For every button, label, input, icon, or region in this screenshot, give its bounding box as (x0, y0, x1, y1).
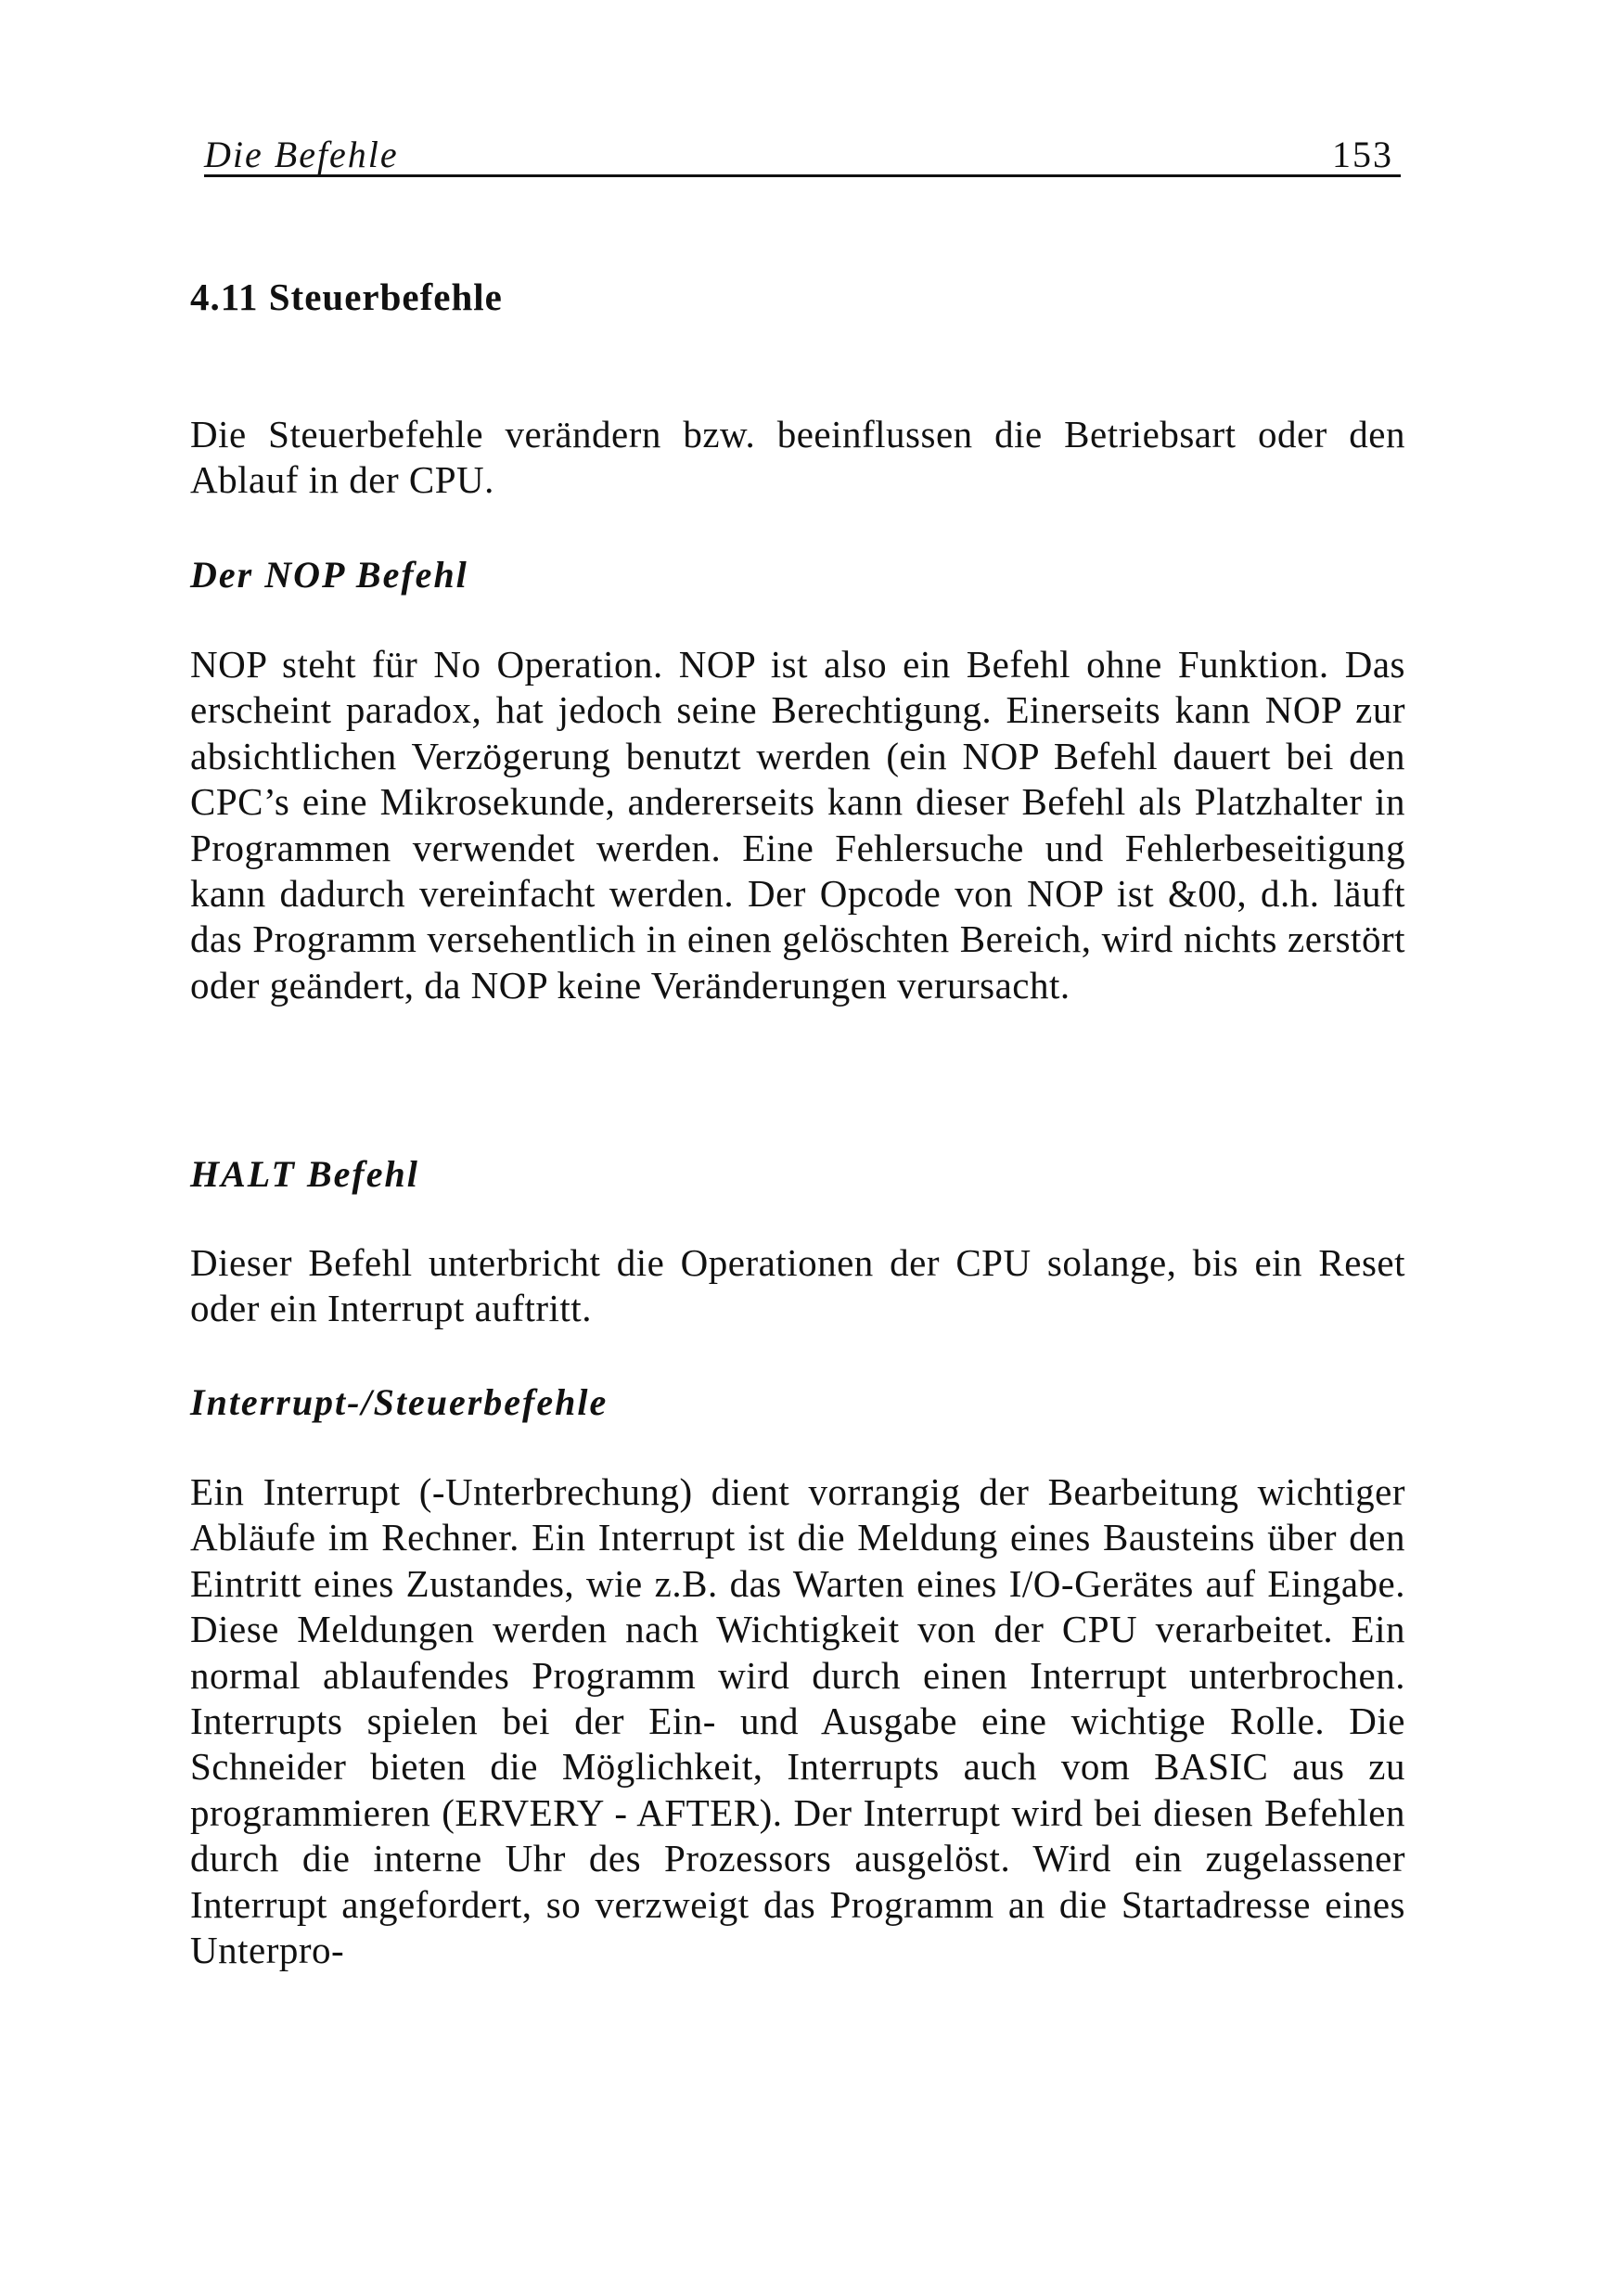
halt-paragraph: Dieser Befehl unterbricht die Operationen der CPU solange, bis ein Reset oder ein Interrupt auftritt. (190, 1241, 1405, 1330)
interrupt-paragraph: Ein Interrupt (-Unterbrechung) dient vorrangig der Bearbeitung wichtiger Abläufe im Rechner. Ein Interrupt ist die Meldung eines Bausteins über den Eintritt eines Zustandes, wie z.B. das Warten eines I/O-Gerätes auf Eingabe. Diese Meldungen werden nach Wichtigkeit von der CPU verarbeitet. Ein normal ablaufendes Programm wird durch einen Interrupt unterbrochen. Interrupts spielen bei der Ein- und Ausgabe eine wichtige Rolle. Die Schneider bieten die Möglichkeit, Interrupts auch vom BASIC aus zu programmieren (ERVERY - AFTER). Der Interrupt wird bei diesen Befehlen durch die interne Uhr des Prozessors ausgelöst. Wird ein zugelassener Interrupt angefordert, so verzweigt das Programm an die Startadresse eines Unterpro- (190, 1470, 1405, 1972)
nop-paragraph: NOP steht für No Operation. NOP ist also ein Befehl ohne Funktion. Das erscheint paradox, hat jedoch seine Berechtigung. Einerseits kann NOP zur absichtlichen Verzögerung benutzt werden (ein NOP Befehl dauert bei den CPC’s eine Mikrosekunde, andererseits kann dieser Befehl als Platzhalter in Programmen verwendet werden. Eine Fehlersuche und Fehlerbeseitigung kann dadurch vereinfacht werden. Der Opcode von NOP ist &00, d.h. läuft das Programm versehentlich in einen gelöschten Bereich, wird nichts zerstört oder geändert, da NOP keine Veränderungen verursacht. (190, 643, 1405, 1007)
interrupt-subheading: Interrupt-/Steuerbefehle (190, 1381, 609, 1423)
halt-subheading: HALT Befehl (190, 1153, 419, 1195)
intro-paragraph: Die Steuerbefehle verändern bzw. beeinflussen die Betriebsart oder den Ablauf in der CPU. (190, 413, 1405, 502)
running-title: Die Befehle (204, 134, 399, 175)
section-heading: 4.11 Steuerbefehle (190, 276, 503, 318)
page-number: 153 (1332, 134, 1393, 175)
nop-subheading: Der NOP Befehl (190, 554, 468, 596)
running-header (204, 128, 1401, 177)
